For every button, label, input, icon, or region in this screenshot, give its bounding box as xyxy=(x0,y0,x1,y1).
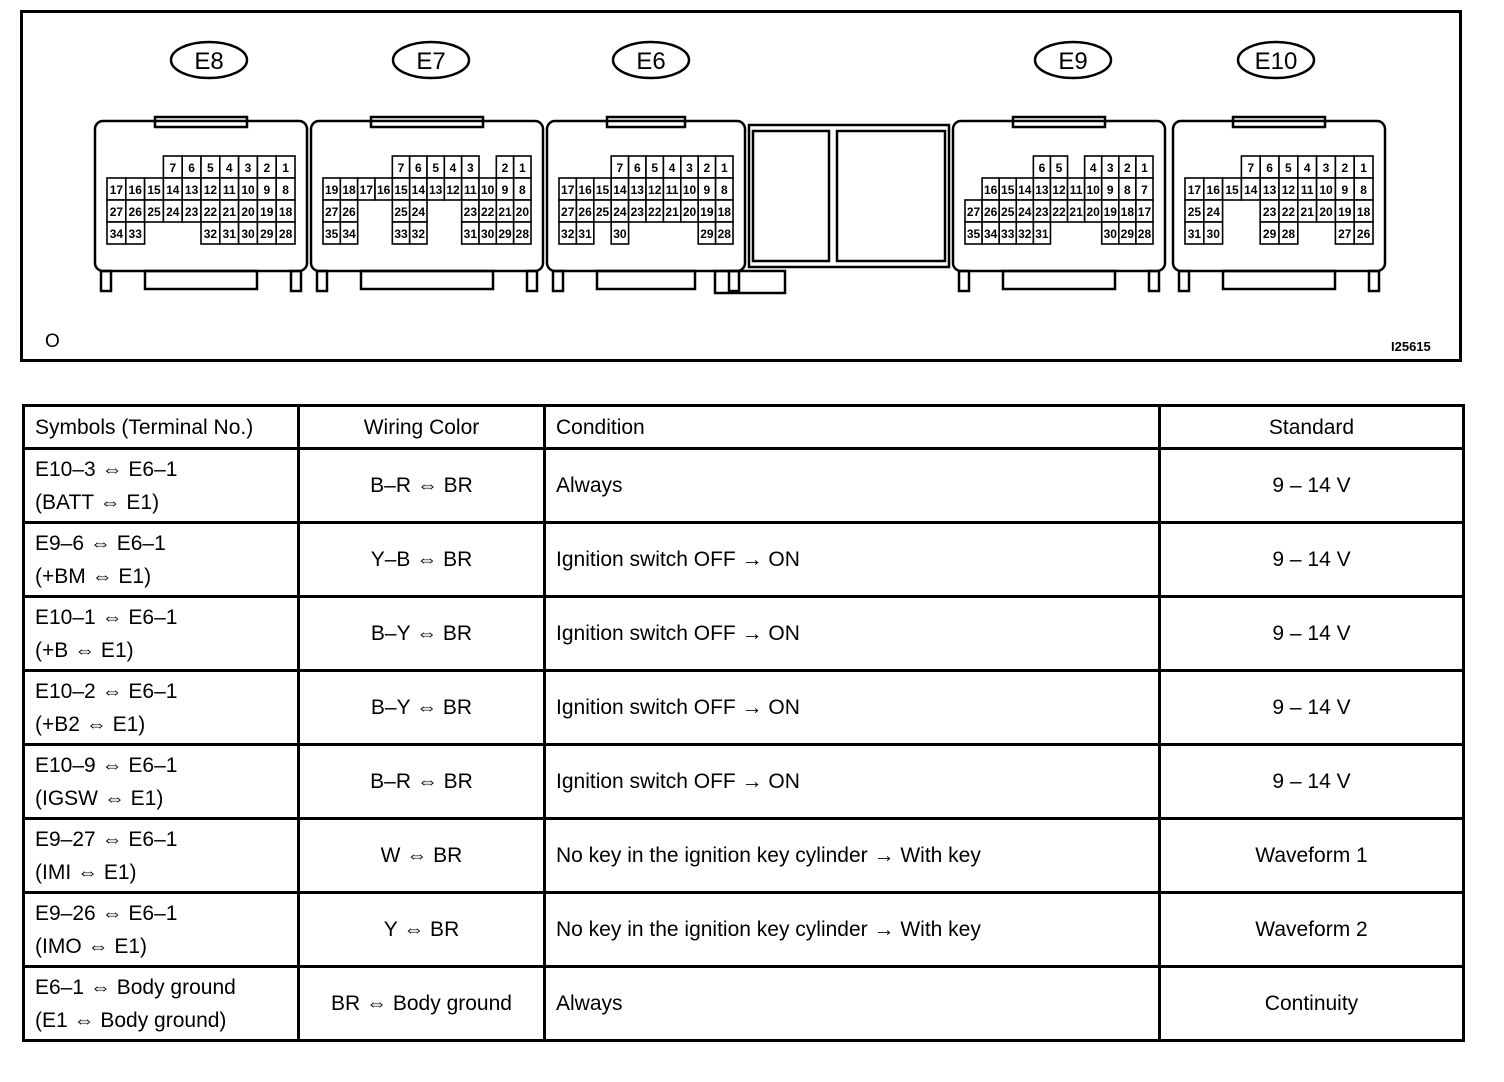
housing-foot xyxy=(1003,271,1115,289)
table-row xyxy=(24,967,1464,1041)
terminal-number: 34 xyxy=(109,227,124,241)
terminal-number: 33 xyxy=(128,227,142,241)
terminal-number: 3 xyxy=(244,161,252,175)
terminal-number: 16 xyxy=(1206,183,1220,197)
symbol-terminals: E9–26 ⇔ E6–1 xyxy=(35,901,178,925)
terminal-number: 31 xyxy=(578,227,592,241)
terminal-number: 24 xyxy=(411,205,426,219)
cell-standard: Waveform 2 xyxy=(1160,893,1464,967)
terminal-number: 13 xyxy=(630,183,644,197)
symbol-names: (IMO ⇔ E1) xyxy=(35,934,148,958)
symbol-names: (IGSW ⇔ E1) xyxy=(35,786,164,810)
cell-standard: Continuity xyxy=(1160,967,1464,1041)
terminal-number: 18 xyxy=(342,183,356,197)
terminal-number: 21 xyxy=(498,205,512,219)
terminal-number: 24 xyxy=(1018,205,1032,219)
cell-standard: 9 – 14 V xyxy=(1160,671,1464,745)
terminal-number: 8 xyxy=(1360,183,1367,197)
terminal-number: 24 xyxy=(166,205,180,219)
terminal-number: 20 xyxy=(682,205,697,219)
header-standard: Standard xyxy=(1160,406,1464,449)
connector-id-label: E6 xyxy=(636,48,666,75)
terminal-number: 5 xyxy=(207,161,214,175)
terminal-number: 31 xyxy=(1187,227,1202,241)
terminal-number: 13 xyxy=(428,183,443,197)
terminal-number: 2 xyxy=(263,161,271,175)
terminal-number: 2 xyxy=(501,161,509,175)
terminal-number: 31 xyxy=(1035,227,1049,241)
terminal-number: 21 xyxy=(222,205,236,219)
header-symbols: Symbols (Terminal No.) xyxy=(24,406,299,449)
terminal-spec-table xyxy=(22,404,1465,1042)
symbol-names: (+B2 ⇔ E1) xyxy=(35,712,146,736)
terminal-number: 29 xyxy=(498,227,512,241)
cell-symbol xyxy=(24,671,299,745)
terminal-number: 29 xyxy=(260,227,274,241)
terminal-number: 10 xyxy=(241,183,255,197)
terminal-number: 27 xyxy=(966,205,981,219)
terminal-number: 3 xyxy=(466,161,474,175)
cell-condition: No key in the ignition key cylinder → With key xyxy=(545,893,1160,967)
terminal-number: 31 xyxy=(463,227,478,241)
terminal-number: 12 xyxy=(203,183,218,197)
terminal-number: 12 xyxy=(446,183,460,197)
terminal-number: 4 xyxy=(449,161,457,175)
cell-condition: Always xyxy=(545,449,1160,523)
terminal-number: 18 xyxy=(278,205,293,219)
terminal-number: 19 xyxy=(324,183,339,197)
header-wiring-color: Wiring Color xyxy=(299,406,545,449)
terminal-number: 17 xyxy=(1187,183,1202,197)
symbol-names: (BATT ⇔ E1) xyxy=(35,490,160,514)
terminal-number: 6 xyxy=(414,161,422,175)
connector-id-label: E9 xyxy=(1058,48,1088,75)
terminal-number: 9 xyxy=(263,183,271,197)
terminal-number: 10 xyxy=(682,183,697,197)
table-row xyxy=(24,819,1464,893)
cell-wiring-color: Y–B ⇔ BR xyxy=(299,523,545,597)
cell-condition: Always xyxy=(545,967,1160,1041)
terminal-number: 34 xyxy=(983,227,998,241)
terminal-number: 21 xyxy=(1069,205,1083,219)
terminal-number: 26 xyxy=(578,205,592,219)
terminal-number: 16 xyxy=(376,183,391,197)
terminal-number: 26 xyxy=(983,205,998,219)
terminal-number: 6 xyxy=(188,161,195,175)
cell-standard: 9 – 14 V xyxy=(1160,597,1464,671)
terminal-number: 11 xyxy=(1300,183,1314,197)
terminal-number: 15 xyxy=(1001,183,1015,197)
table-row xyxy=(24,893,1464,967)
housing-foot xyxy=(291,271,301,291)
terminal-number: 11 xyxy=(665,183,679,197)
terminal-number: 7 xyxy=(1247,161,1255,175)
terminal-number: 18 xyxy=(1120,205,1135,219)
housing-foot xyxy=(959,271,969,291)
symbol-terminals: E9–6 ⇔ E6–1 xyxy=(35,531,166,555)
housing-foot xyxy=(317,271,327,291)
terminal-number: 12 xyxy=(1052,183,1066,197)
cell-wiring-color: B–R ⇔ BR xyxy=(299,745,545,819)
terminal-number: 1 xyxy=(1141,161,1148,175)
terminal-number: 35 xyxy=(324,227,339,241)
terminal-number: 22 xyxy=(1281,205,1296,219)
terminal-number: 32 xyxy=(561,227,575,241)
terminal-number: 23 xyxy=(184,205,199,219)
terminal-number: 34 xyxy=(342,227,356,241)
terminal-number: 30 xyxy=(613,227,627,241)
terminal-number: 6 xyxy=(633,161,641,175)
terminal-number: 20 xyxy=(1086,205,1100,219)
terminal-number: 8 xyxy=(720,183,728,197)
terminal-number: 25 xyxy=(1187,205,1202,219)
housing-foot xyxy=(101,271,111,291)
terminal-number: 10 xyxy=(1319,183,1333,197)
terminal-number: 4 xyxy=(1089,161,1097,175)
terminal-number: 2 xyxy=(703,161,711,175)
terminal-number: 22 xyxy=(203,205,218,219)
cell-condition: Ignition switch OFF → ON xyxy=(545,597,1160,671)
terminal-number: 33 xyxy=(394,227,408,241)
cell-condition: Ignition switch OFF → ON xyxy=(545,671,1160,745)
terminal-number: 3 xyxy=(1106,161,1114,175)
terminal-number: 23 xyxy=(630,205,644,219)
cell-wiring-color: B–Y ⇔ BR xyxy=(299,597,545,671)
terminal-number: 9 xyxy=(501,183,509,197)
cell-standard: 9 – 14 V xyxy=(1160,523,1464,597)
terminal-number: 11 xyxy=(1069,183,1083,197)
terminal-number: 7 xyxy=(1141,183,1148,197)
terminal-number: 18 xyxy=(717,205,731,219)
terminal-number: 1 xyxy=(282,161,289,175)
terminal-number: 28 xyxy=(278,227,293,241)
terminal-number: 14 xyxy=(166,183,180,197)
terminal-number: 5 xyxy=(432,161,440,175)
terminal-number: 32 xyxy=(1018,227,1032,241)
terminal-number: 22 xyxy=(648,205,662,219)
symbol-names: (+BM ⇔ E1) xyxy=(35,564,152,588)
terminal-number: 9 xyxy=(1106,183,1114,197)
terminal-number: 12 xyxy=(648,183,662,197)
table-header-row xyxy=(24,406,1464,449)
terminal-number: 25 xyxy=(595,205,610,219)
cell-wiring-color: Y ⇔ BR xyxy=(299,893,545,967)
cell-condition: No key in the ignition key cylinder → With key xyxy=(545,819,1160,893)
terminal-number: 7 xyxy=(397,161,405,175)
symbol-terminals: E6–1 ⇔ Body ground xyxy=(35,975,236,999)
terminal-number: 8 xyxy=(282,183,289,197)
figure-id: I25615 xyxy=(1391,339,1431,354)
terminal-number: 19 xyxy=(1103,205,1117,219)
terminal-number: 30 xyxy=(1206,227,1220,241)
terminal-number: 19 xyxy=(260,205,274,219)
terminal-number: 30 xyxy=(480,227,495,241)
terminal-number: 25 xyxy=(147,205,161,219)
blank-housing xyxy=(749,125,949,267)
terminal-number: 27 xyxy=(109,205,124,219)
cell-standard: Waveform 1 xyxy=(1160,819,1464,893)
terminal-number: 6 xyxy=(1038,161,1046,175)
housing-foot xyxy=(145,271,257,289)
terminal-number: 1 xyxy=(518,161,526,175)
terminal-number: 17 xyxy=(109,183,124,197)
terminal-number: 14 xyxy=(1018,183,1032,197)
terminal-number: 29 xyxy=(1262,227,1277,241)
terminal-number: 23 xyxy=(1262,205,1277,219)
terminal-number: 3 xyxy=(1322,161,1330,175)
terminal-number: 2 xyxy=(1124,161,1131,175)
connector-id-label: E7 xyxy=(416,48,446,75)
terminal-number: 16 xyxy=(983,183,998,197)
connector-id-label: E8 xyxy=(194,48,224,75)
terminal-number: 17 xyxy=(561,183,575,197)
terminal-number: 9 xyxy=(1341,183,1349,197)
housing-foot xyxy=(1369,271,1379,291)
housing-foot xyxy=(1149,271,1159,291)
terminal-number: 26 xyxy=(1356,227,1371,241)
terminal-number: 10 xyxy=(480,183,495,197)
table-row xyxy=(24,745,1464,819)
cell-wiring-color: W ⇔ BR xyxy=(299,819,545,893)
terminal-number: 27 xyxy=(561,205,575,219)
terminal-number: 11 xyxy=(222,183,236,197)
cell-symbol xyxy=(24,745,299,819)
housing-foot xyxy=(527,271,537,291)
terminal-number: 27 xyxy=(1338,227,1352,241)
terminal-number: 3 xyxy=(686,161,693,175)
terminal-number: 26 xyxy=(128,205,142,219)
terminal-number: 9 xyxy=(703,183,711,197)
terminal-number: 13 xyxy=(1262,183,1277,197)
cell-wiring-color: B–Y ⇔ BR xyxy=(299,671,545,745)
terminal-number: 15 xyxy=(595,183,610,197)
terminal-number: 4 xyxy=(1303,161,1311,175)
terminal-number: 10 xyxy=(1086,183,1100,197)
blank-cavity xyxy=(837,131,945,261)
symbol-terminals: E10–3 ⇔ E6–1 xyxy=(35,457,178,481)
terminal-number: 35 xyxy=(966,227,981,241)
terminal-number: 13 xyxy=(1035,183,1049,197)
cell-condition: Ignition switch OFF → ON xyxy=(545,745,1160,819)
terminal-number: 22 xyxy=(480,205,495,219)
terminal-number: 24 xyxy=(1206,205,1220,219)
symbol-terminals: E10–1 ⇔ E6–1 xyxy=(35,605,178,629)
terminal-number: 29 xyxy=(1120,227,1135,241)
symbol-names: (E1 ⇔ Body ground) xyxy=(35,1008,227,1032)
corner-label: O xyxy=(45,331,60,352)
terminal-number: 32 xyxy=(203,227,218,241)
terminal-number: 13 xyxy=(184,183,199,197)
table-row xyxy=(24,671,1464,745)
cell-standard: 9 – 14 V xyxy=(1160,745,1464,819)
terminal-number: 25 xyxy=(1001,205,1015,219)
housing-foot xyxy=(553,271,563,291)
terminal-number: 16 xyxy=(128,183,142,197)
terminal-number: 12 xyxy=(1281,183,1296,197)
terminal-number: 29 xyxy=(700,227,714,241)
terminal-number: 11 xyxy=(463,183,477,197)
terminal-number: 14 xyxy=(613,183,627,197)
symbol-terminals: E10–9 ⇔ E6–1 xyxy=(35,753,178,777)
terminal-number: 20 xyxy=(1319,205,1333,219)
terminal-number: 22 xyxy=(1052,205,1066,219)
terminal-number: 19 xyxy=(1338,205,1352,219)
terminal-number: 19 xyxy=(700,205,714,219)
terminal-number: 7 xyxy=(616,161,624,175)
terminal-number: 24 xyxy=(613,205,627,219)
housing-foot xyxy=(1179,271,1189,291)
symbol-terminals: E10–2 ⇔ E6–1 xyxy=(35,679,178,703)
cell-symbol xyxy=(24,597,299,671)
symbol-names: (+B ⇔ E1) xyxy=(35,638,134,662)
terminal-number: 8 xyxy=(1124,183,1131,197)
terminal-number: 28 xyxy=(515,227,530,241)
terminal-number: 21 xyxy=(1300,205,1314,219)
cell-symbol xyxy=(24,967,299,1041)
terminal-number: 21 xyxy=(665,205,679,219)
terminal-number: 32 xyxy=(411,227,426,241)
terminal-number: 15 xyxy=(147,183,161,197)
terminal-number: 7 xyxy=(169,161,177,175)
blank-cavity xyxy=(753,131,829,261)
terminal-number: 1 xyxy=(1360,161,1367,175)
terminal-number: 5 xyxy=(1285,161,1292,175)
symbol-terminals: E9–27 ⇔ E6–1 xyxy=(35,827,178,851)
terminal-number: 8 xyxy=(518,183,526,197)
terminal-number: 4 xyxy=(225,161,233,175)
cell-standard: 9 – 14 V xyxy=(1160,449,1464,523)
terminal-number: 26 xyxy=(342,205,356,219)
terminal-number: 14 xyxy=(1244,183,1258,197)
table-row xyxy=(24,597,1464,671)
terminal-number: 23 xyxy=(1035,205,1049,219)
terminal-number: 5 xyxy=(1055,161,1063,175)
terminal-number: 1 xyxy=(720,161,728,175)
terminal-number: 18 xyxy=(1356,205,1371,219)
terminal-number: 31 xyxy=(222,227,236,241)
cell-condition: Ignition switch OFF → ON xyxy=(545,523,1160,597)
connector-drawing xyxy=(23,13,1459,359)
terminal-number: 20 xyxy=(515,205,530,219)
cell-symbol xyxy=(24,819,299,893)
terminal-number: 14 xyxy=(411,183,426,197)
terminal-number: 16 xyxy=(578,183,592,197)
cell-symbol xyxy=(24,523,299,597)
connector-diagram xyxy=(20,10,1462,362)
cell-wiring-color: BR ⇔ Body ground xyxy=(299,967,545,1041)
connector-id-label: E10 xyxy=(1254,48,1298,75)
terminal-number: 33 xyxy=(1001,227,1015,241)
terminal-number: 28 xyxy=(1281,227,1296,241)
terminal-number: 6 xyxy=(1266,161,1273,175)
terminal-number: 23 xyxy=(463,205,478,219)
terminal-number: 28 xyxy=(1137,227,1152,241)
housing-foot xyxy=(597,271,695,289)
terminal-number: 15 xyxy=(394,183,408,197)
terminal-number: 17 xyxy=(1137,205,1152,219)
cell-symbol xyxy=(24,893,299,967)
terminal-number: 25 xyxy=(394,205,408,219)
terminal-number: 4 xyxy=(668,161,676,175)
cell-symbol xyxy=(24,449,299,523)
table-row xyxy=(24,449,1464,523)
housing-foot xyxy=(729,271,739,291)
terminal-number: 28 xyxy=(717,227,731,241)
terminal-number: 15 xyxy=(1225,183,1239,197)
terminal-number: 2 xyxy=(1341,161,1349,175)
terminal-number: 20 xyxy=(241,205,255,219)
terminal-number: 27 xyxy=(324,205,339,219)
housing-foot xyxy=(361,271,493,289)
terminal-number: 5 xyxy=(651,161,659,175)
header-condition: Condition xyxy=(545,406,1160,449)
table-row xyxy=(24,523,1464,597)
symbol-names: (IMI ⇔ E1) xyxy=(35,860,137,884)
terminal-number: 30 xyxy=(1103,227,1117,241)
cell-wiring-color: B–R ⇔ BR xyxy=(299,449,545,523)
terminal-number: 17 xyxy=(359,183,374,197)
terminal-number: 30 xyxy=(241,227,255,241)
housing-foot xyxy=(715,271,785,293)
housing-foot xyxy=(1223,271,1335,289)
